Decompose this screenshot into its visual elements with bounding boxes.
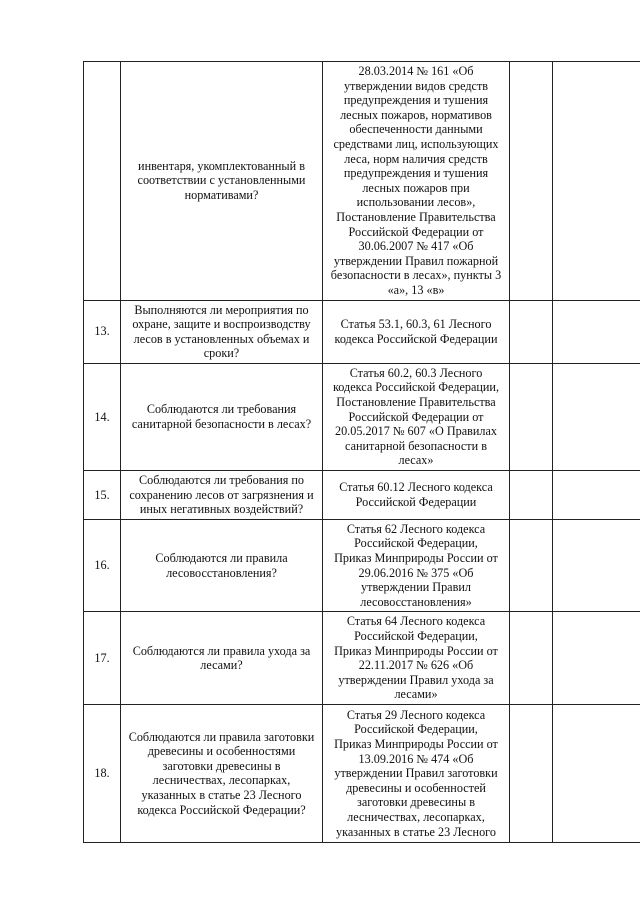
table-row bbox=[84, 363, 640, 470]
answer-cell bbox=[510, 62, 553, 301]
legal-basis-cell: Статья 60.2, 60.3 Лесного кодекса Российской Федерации, Постановление Правительства Российской Федерации от 20.05.2017 № 607 «О Правилах санитарной безопасности в лесах» bbox=[323, 363, 510, 470]
table-row bbox=[84, 300, 640, 363]
row-number: 14. bbox=[84, 363, 121, 470]
legal-basis-cell: Статья 62 Лесного кодекса Российской Федерации, Приказ Минприроды России от 29.06.2016 № 375 «Об утверждении Правил лесовосстановления» bbox=[323, 519, 510, 612]
legal-basis-cell: 28.03.2014 № 161 «Об утверждении видов средств предупреждения и тушения лесных пожаров, нормативов обеспеченности данными средствами лиц, использующих леса, норм наличия средств предупреждения и тушения лесных пожаров при использовании лесов», Постановление Правительства Российской Федерации от 30.06.2007 № 417 «Об утверждении Правил пожарной безопасности в лесах», пункты 3 «а», 13 «в» bbox=[323, 62, 510, 301]
question-cell: Соблюдаются ли правила заготовки древесины и особенностями заготовки древесины в лесничествах, лесопарках, указанных в статье 23 Лесного кодекса Российской Федерации? bbox=[121, 704, 323, 842]
note-cell bbox=[553, 519, 640, 612]
note-cell bbox=[553, 300, 640, 363]
table-row bbox=[84, 471, 640, 520]
checklist-rows bbox=[84, 62, 640, 843]
answer-cell bbox=[510, 704, 553, 842]
row-number: 13. bbox=[84, 300, 121, 363]
note-cell bbox=[553, 471, 640, 520]
row-number bbox=[84, 62, 121, 301]
question-cell: Соблюдаются ли правила лесовосстановления? bbox=[121, 519, 323, 612]
row-number: 15. bbox=[84, 471, 121, 520]
answer-cell bbox=[510, 300, 553, 363]
table-row bbox=[84, 519, 640, 612]
table-row bbox=[84, 62, 640, 301]
question-cell: Соблюдаются ли требования санитарной безопасности в лесах? bbox=[121, 363, 323, 470]
note-cell bbox=[553, 612, 640, 705]
legal-basis-cell: Статья 60.12 Лесного кодекса Российской Федерации bbox=[323, 471, 510, 520]
question-cell: Выполняются ли мероприятия по охране, защите и воспроизводству лесов в установленных объемах и сроки? bbox=[121, 300, 323, 363]
question-cell: инвентаря, укомплектованный в соответствии с установленными нормативами? bbox=[121, 62, 323, 301]
row-number: 16. bbox=[84, 519, 121, 612]
note-cell bbox=[553, 62, 640, 301]
answer-cell bbox=[510, 612, 553, 705]
legal-basis-cell: Статья 29 Лесного кодекса Российской Федерации, Приказ Минприроды России от 13.09.2016 № 474 «Об утверждении Правил заготовки древесины и особенностей заготовки древесины в лесничествах, лесопарках, указанных в статье 23 Лесного bbox=[323, 704, 510, 842]
question-cell: Соблюдаются ли правила ухода за лесами? bbox=[121, 612, 323, 705]
checklist-table bbox=[83, 61, 640, 843]
row-number: 18. bbox=[84, 704, 121, 842]
table-row bbox=[84, 704, 640, 842]
legal-basis-cell: Статья 53.1, 60.3, 61 Лесного кодекса Российской Федерации bbox=[323, 300, 510, 363]
note-cell bbox=[553, 704, 640, 842]
legal-basis-cell: Статья 64 Лесного кодекса Российской Федерации, Приказ Минприроды России от 22.11.2017 № 626 «Об утверждении Правил ухода за лесами» bbox=[323, 612, 510, 705]
note-cell bbox=[553, 363, 640, 470]
table-row bbox=[84, 612, 640, 705]
row-number: 17. bbox=[84, 612, 121, 705]
question-cell: Соблюдаются ли требования по сохранению лесов от загрязнения и иных негативных воздействий? bbox=[121, 471, 323, 520]
answer-cell bbox=[510, 363, 553, 470]
answer-cell bbox=[510, 519, 553, 612]
answer-cell bbox=[510, 471, 553, 520]
